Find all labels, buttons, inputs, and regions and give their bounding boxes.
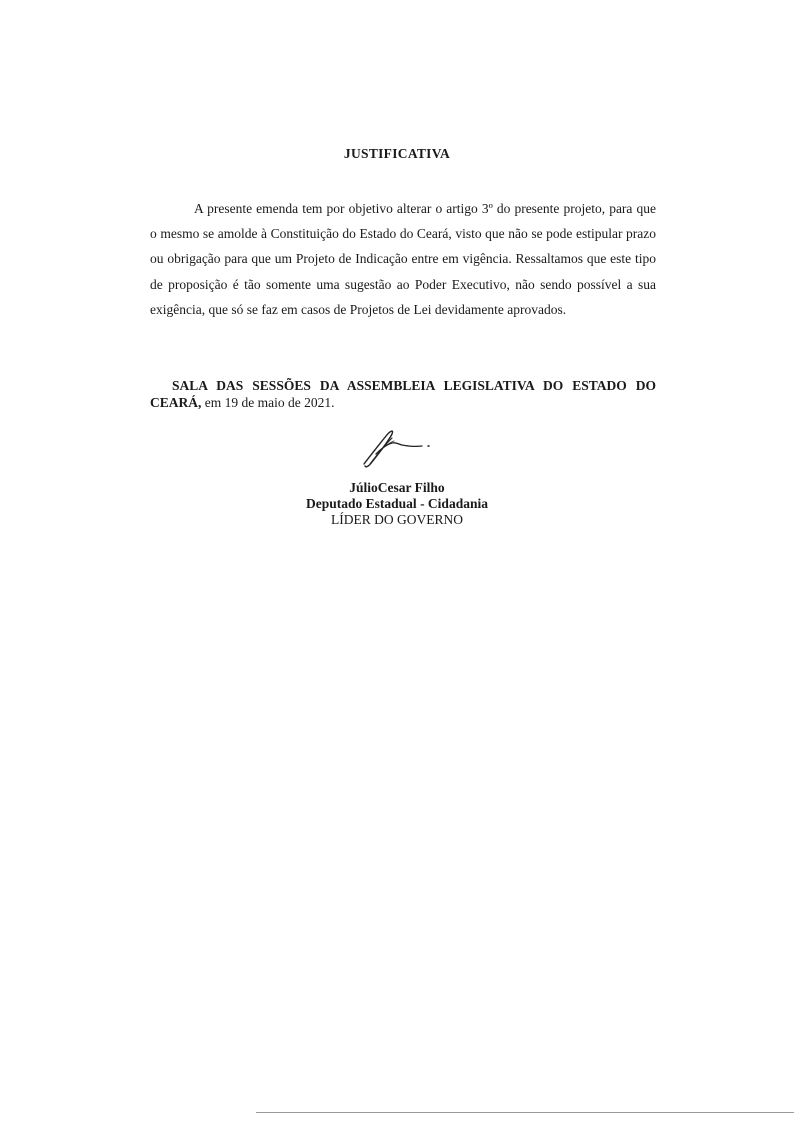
signature-block [0, 480, 794, 528]
signatory-name: JúlioCesar Filho [349, 480, 445, 495]
justification-paragraph: A presente emenda tem por objetivo alterar o artigo 3º do presente projeto, para que o mesmo se amolde à Constituição do Estado do Ceará, visto que não se pode estipular prazo ou obrigação para que um Projeto de Indicação entre em vigência. Ressaltamos que este tipo de proposição é tão somente uma sugestão ao Poder Executivo, não sendo possível a sua exigência, que só se faz em casos de Projetos de Lei devidamente aprovados. [150, 201, 656, 317]
closing-location: SALA DAS SESSÕES DA ASSEMBLEIA LEGISLATIVA DO ESTADO DO CEARÁ, [150, 378, 656, 410]
document-title: JUSTIFICATIVA [343, 146, 451, 161]
signatory-role: Deputado Estadual - Cidadania [306, 496, 488, 511]
closing-statement [150, 377, 656, 411]
signatory-position: LÍDER DO GOVERNO [331, 512, 463, 527]
closing-date: em 19 de maio de 2021. [201, 395, 335, 410]
signature-icon [356, 424, 436, 472]
scan-edge-line [256, 1112, 794, 1113]
